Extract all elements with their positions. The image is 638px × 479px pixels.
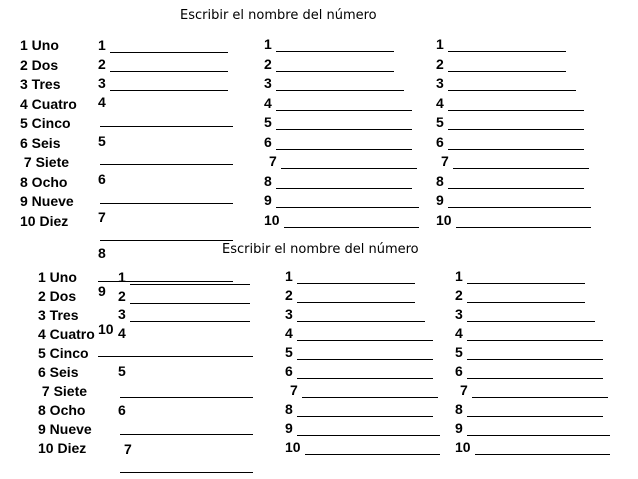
answer-line[interactable] [110, 90, 228, 91]
answer-number: 8 [98, 245, 106, 261]
answer-line[interactable] [467, 340, 603, 341]
answer-number: 4 [264, 94, 272, 111]
answer-line[interactable] [467, 302, 585, 303]
worksheet-title: Escribir el nombre del número [222, 242, 419, 257]
answer-line[interactable] [120, 434, 253, 435]
answer-number: 2 [436, 55, 444, 72]
answer-line[interactable] [448, 188, 584, 189]
number-word-label: 7 Siete [20, 154, 70, 170]
answer-number: 7 [269, 153, 277, 169]
answer-number: 3 [436, 75, 444, 91]
answer-number: 9 [436, 192, 444, 208]
answer-number: 3 [98, 75, 106, 91]
answer-line[interactable] [100, 203, 233, 204]
answer-line[interactable] [297, 283, 415, 284]
answer-number: 10 [98, 321, 114, 337]
answer-line[interactable] [98, 356, 233, 357]
answer-number: 1 [455, 268, 463, 284]
answer-number: 4 [285, 325, 293, 341]
answer-number: 3 [455, 306, 463, 322]
answer-number: 1 [118, 269, 126, 285]
number-word-label: 5 Cinco [38, 345, 89, 361]
answer-line[interactable] [130, 284, 250, 285]
answer-number: 7 [290, 382, 298, 398]
answer-number: 6 [285, 363, 293, 379]
answer-line[interactable] [120, 472, 253, 473]
answer-number: 2 [264, 55, 272, 72]
answer-line[interactable] [467, 321, 595, 322]
answer-line[interactable] [276, 207, 419, 208]
answer-number: 6 [118, 402, 126, 418]
answer-line[interactable] [297, 435, 440, 436]
number-word-label: 8 Ocho [38, 402, 86, 418]
number-word-label: 7 Siete [38, 383, 88, 399]
answer-number: 4 [98, 94, 106, 110]
answer-number: 5 [285, 344, 293, 360]
answer-number: 3 [118, 306, 126, 322]
answer-line[interactable] [276, 90, 404, 91]
answer-number: 4 [436, 94, 444, 111]
answer-line[interactable] [297, 340, 433, 341]
answer-line[interactable] [100, 126, 233, 127]
answer-number: 6 [264, 133, 272, 150]
answer-number: 2 [98, 56, 106, 72]
answer-number: 3 [264, 75, 272, 91]
answer-line[interactable] [110, 52, 228, 53]
answer-line[interactable] [276, 188, 412, 189]
answer-number: 4 [118, 325, 126, 341]
number-word-label: 4 Cuatro [38, 326, 95, 342]
answer-number: 5 [118, 363, 126, 379]
answer-number: 6 [455, 363, 463, 379]
answer-number: 10 [436, 211, 452, 228]
answer-number: 8 [264, 172, 272, 189]
answer-number: 5 [436, 114, 444, 130]
number-word-label: 1 Uno [20, 37, 59, 53]
answer-line[interactable] [448, 149, 584, 150]
number-word-label: 2 Dos [20, 56, 59, 73]
answer-line[interactable] [276, 51, 394, 52]
answer-number: 9 [264, 192, 272, 208]
answer-line[interactable] [467, 378, 603, 379]
number-word-label: 1 Uno [38, 269, 77, 285]
answer-line[interactable] [475, 454, 610, 455]
answer-line[interactable] [297, 416, 433, 417]
worksheet-title: Escribir el nombre del número [180, 8, 377, 23]
answer-line[interactable] [110, 71, 228, 72]
answer-line[interactable] [467, 359, 603, 360]
answer-line[interactable] [100, 240, 233, 241]
answer-number: 5 [98, 133, 106, 149]
number-word-label: 6 Seis [38, 364, 79, 380]
answer-number: 3 [285, 306, 293, 322]
answer-line[interactable] [302, 397, 438, 398]
answer-line[interactable] [130, 303, 250, 304]
number-word-label: 4 Cuatro [20, 95, 77, 112]
number-word-label: 10 Diez [20, 212, 69, 229]
answer-number: 5 [455, 344, 463, 360]
answer-number: 9 [285, 420, 293, 436]
answer-number: 2 [455, 287, 463, 303]
answer-line[interactable] [120, 397, 253, 398]
answer-number: 10 [264, 211, 280, 228]
answer-line[interactable] [448, 207, 591, 208]
answer-line[interactable] [297, 359, 433, 360]
answer-number: 8 [285, 401, 293, 417]
answer-line[interactable] [448, 110, 584, 111]
answer-line[interactable] [453, 168, 589, 169]
number-word-label: 8 Ocho [20, 173, 68, 190]
number-word-label: 6 Seis [20, 134, 61, 151]
answer-number: 7 [460, 382, 468, 398]
number-word-label: 3 Tres [20, 76, 61, 92]
answer-line[interactable] [448, 90, 576, 91]
answer-number: 8 [436, 172, 444, 189]
answer-number: 1 [285, 268, 293, 284]
answer-number: 6 [436, 133, 444, 150]
answer-line[interactable] [284, 227, 419, 228]
answer-number: 1 [98, 37, 106, 53]
answer-number: 9 [98, 283, 106, 299]
answer-line[interactable] [297, 302, 415, 303]
answer-line[interactable] [276, 129, 412, 130]
answer-number: 10 [455, 439, 471, 455]
answer-line[interactable] [281, 168, 417, 169]
number-word-label: 9 Nueve [20, 193, 74, 209]
answer-number: 1 [264, 36, 272, 52]
answer-line[interactable] [456, 227, 591, 228]
answer-number: 10 [285, 439, 301, 455]
answer-line[interactable] [305, 454, 440, 455]
number-word-label: 10 Diez [38, 440, 87, 456]
answer-number: 7 [98, 209, 106, 225]
number-word-label: 9 Nueve [38, 421, 92, 437]
answer-line[interactable] [448, 71, 566, 72]
answer-line[interactable] [100, 164, 233, 165]
answer-line[interactable] [297, 321, 425, 322]
answer-line[interactable] [448, 51, 566, 52]
answer-number: 2 [285, 287, 293, 303]
answer-line[interactable] [297, 378, 433, 379]
number-word-label: 2 Dos [38, 288, 77, 304]
answer-number: 5 [264, 114, 272, 130]
answer-number: 6 [98, 171, 106, 187]
answer-number: 8 [455, 401, 463, 417]
answer-line[interactable] [472, 397, 608, 398]
answer-line[interactable] [448, 129, 584, 130]
answer-line[interactable] [130, 321, 250, 322]
answer-line[interactable] [467, 416, 603, 417]
answer-number: 7 [124, 441, 132, 457]
answer-number: 2 [118, 288, 126, 304]
answer-line[interactable] [98, 281, 233, 282]
answer-line[interactable] [276, 71, 394, 72]
number-word-label: 3 Tres [38, 307, 79, 323]
answer-number: 4 [455, 325, 463, 341]
number-word-label: 5 Cinco [20, 115, 71, 131]
answer-number: 9 [455, 420, 463, 436]
answer-line[interactable] [467, 283, 585, 284]
answer-number: 7 [441, 153, 449, 169]
answer-line[interactable] [276, 149, 412, 150]
answer-line[interactable] [467, 435, 610, 436]
answer-line[interactable] [276, 110, 412, 111]
answer-number: 1 [436, 36, 444, 52]
